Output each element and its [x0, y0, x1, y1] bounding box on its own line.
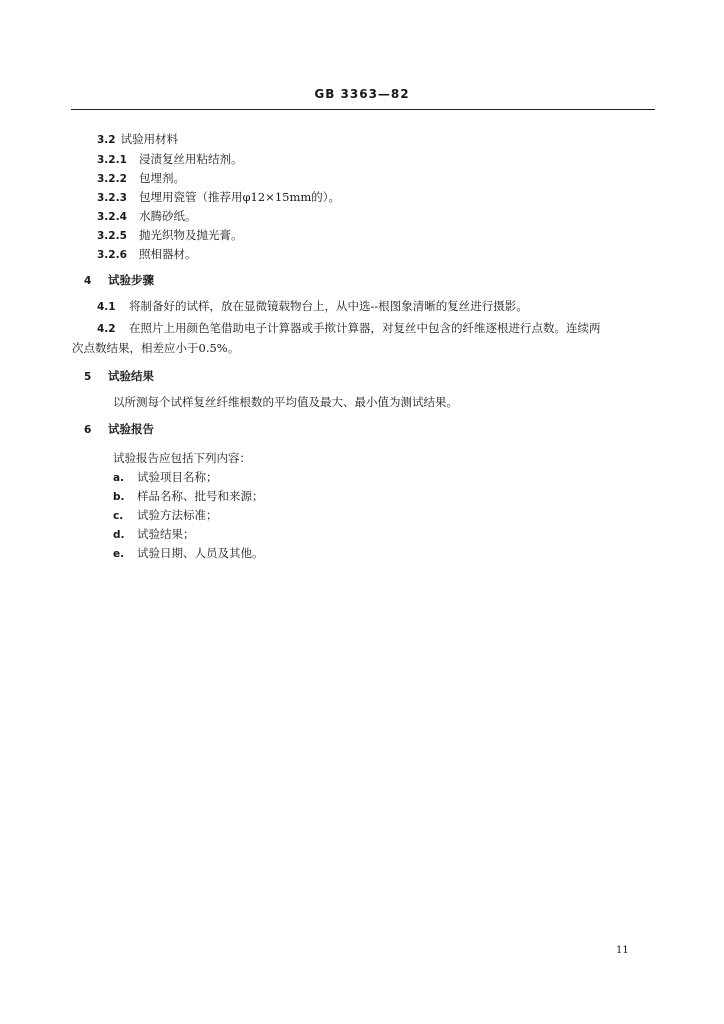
list-item	[97, 208, 197, 225]
list-item	[113, 526, 195, 543]
list-item	[113, 507, 218, 524]
section-number: 4	[84, 275, 92, 287]
item-text: 浸渍复丝用粘结剂。	[139, 152, 243, 166]
item-text: 试验日期、人员及其他。	[137, 546, 264, 560]
paragraph-4-2	[97, 320, 601, 337]
section-6-intro	[113, 450, 251, 466]
section-title: 试验结果	[108, 369, 154, 383]
paragraph-number: 4.2	[97, 323, 116, 335]
list-item	[97, 189, 340, 206]
list-item	[113, 545, 264, 562]
section-4-heading	[84, 272, 154, 289]
item-number: 3.2.2	[97, 173, 127, 185]
item-text: 包埋用瓷管（推荐用φ12×15mm的）。	[139, 190, 341, 204]
paragraph-4-2-continuation	[72, 340, 239, 356]
item-number: 3.2.1	[97, 154, 127, 166]
section-6-heading	[84, 421, 154, 438]
section-title: 试验用材料	[120, 132, 179, 146]
paragraph-text: 将制备好的试样，放在显微镜载物台上，从中选--根图象清晰的复丝进行摄影。	[129, 299, 528, 313]
paragraph-text: 试验报告应包括下列内容：	[113, 451, 251, 465]
paragraph-text-line-1: 在照片上用颜色笔借助电子计算器或手揿计算器，对复丝中包含的纤维逐根进行点数。连续两	[129, 321, 601, 335]
section-number: 3.2	[97, 134, 116, 146]
paragraph-text: 以所测每个试样复丝纤维根数的平均值及最大、最小值为测试结果。	[113, 395, 458, 409]
item-text: 包埋剂。	[139, 171, 185, 185]
list-item	[113, 469, 218, 486]
item-number: 3.2.5	[97, 230, 127, 242]
item-number: 3.2.4	[97, 211, 127, 223]
paragraph-text-line-2: 次点数结果，相差应小于0.5%。	[72, 341, 240, 355]
item-text: 试验项目名称；	[137, 470, 218, 484]
page-number: 11	[616, 945, 629, 956]
item-number: 3.2.6	[97, 249, 127, 261]
item-label: e.	[113, 548, 125, 560]
item-text: 抛光织物及抛光膏。	[139, 228, 243, 242]
paragraph-number: 4.1	[97, 301, 116, 313]
list-item	[113, 488, 264, 505]
section-title: 试验步骤	[108, 273, 154, 287]
item-label: d.	[113, 529, 125, 541]
item-label: a.	[113, 472, 125, 484]
header-rule	[71, 109, 655, 110]
list-item	[97, 246, 197, 263]
paragraph-4-1	[97, 298, 528, 315]
list-item	[97, 170, 185, 187]
item-label: c.	[113, 510, 124, 522]
item-text: 水腾砂纸。	[139, 209, 197, 223]
list-item	[97, 151, 243, 168]
section-title: 试验报告	[108, 422, 154, 436]
item-text: 样品名称、批号和来源；	[137, 489, 264, 503]
standard-header: GB 3363—82	[314, 87, 410, 101]
item-number: 3.2.3	[97, 192, 127, 204]
item-text: 照相器材。	[139, 247, 197, 261]
section-number: 5	[84, 371, 92, 383]
section-5-text	[113, 394, 458, 410]
section-3-2-heading	[97, 131, 178, 148]
item-text: 试验结果；	[137, 527, 195, 541]
section-5-heading	[84, 368, 154, 385]
section-number: 6	[84, 424, 92, 436]
item-label: b.	[113, 491, 125, 503]
list-item	[97, 227, 243, 244]
item-text: 试验方法标准；	[137, 508, 218, 522]
